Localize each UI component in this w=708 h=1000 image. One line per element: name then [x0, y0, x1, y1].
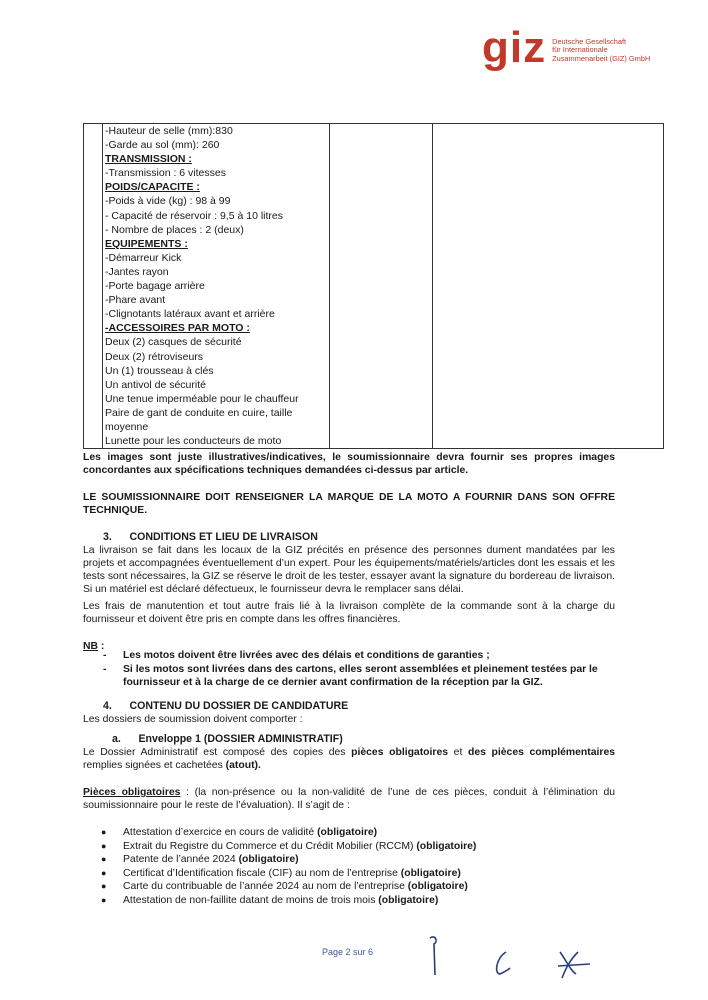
- text-run: Le Dossier Administratif est composé des copies des: [83, 747, 352, 758]
- dash-marker: -: [103, 663, 107, 675]
- spec-line: -Porte bagage arrière: [105, 280, 205, 293]
- spec-line: Deux (2) casques de sécurité: [105, 336, 242, 349]
- item-bold: (obligatoire): [378, 894, 439, 906]
- envelope-1-title: a. Enveloppe 1 (DOSSIER ADMINISTRATIF): [112, 733, 343, 745]
- text-run-bold: pièces obligatoires: [351, 747, 449, 758]
- table-cell-empty: [330, 124, 433, 449]
- bullet-icon: ●: [101, 894, 107, 905]
- list-item: [83, 649, 615, 663]
- table-row: [84, 124, 664, 449]
- item-bold: (obligatoire): [407, 881, 468, 892]
- logo-line: Deutsche Gesellschaft: [552, 36, 627, 46]
- nb-list: [83, 649, 615, 690]
- pieces-obligatoires-paragraph: [83, 786, 615, 812]
- bullet-icon: ●: [101, 867, 107, 878]
- giz-logo: [482, 23, 651, 72]
- bullet-icon: ●: [101, 840, 107, 851]
- table-cell-empty: [433, 124, 664, 449]
- nb-item-text: Si les motos sont livrées dans des cartons, elles seront assemblées et pleinement testées par le fournisseur et à la charge de ce dernier avant confirmation de la réception par la GIZ.: [123, 663, 598, 688]
- handwritten-initials-signature: [420, 930, 600, 980]
- item-text: Attestation d’exercice en cours de validité: [123, 827, 318, 838]
- spec-line: - Capacité de réservoir : 9,5 à 10 litres: [105, 209, 283, 222]
- bullet-icon: ●: [101, 881, 107, 891]
- item-bold: (obligatoire): [400, 867, 461, 879]
- dash-marker: -: [103, 650, 107, 661]
- spec-table: [83, 123, 664, 449]
- spec-line: Un (1) trousseau à clés: [105, 364, 214, 377]
- item-bold: (obligatoire): [238, 854, 299, 865]
- spec-line: POIDS/CAPACITE :: [105, 181, 200, 194]
- spec-line: moyenne: [105, 420, 149, 433]
- spec-line: Une tenue imperméable pour le chauffeur: [105, 392, 299, 405]
- page-number: Page 2 sur 6: [322, 947, 374, 957]
- spec-line: - Nombre de places : 2 (deux): [105, 223, 244, 236]
- section-3-title: 3. CONDITIONS ET LIEU DE LIVRAISON: [103, 531, 318, 543]
- item-bold: (obligatoire): [317, 827, 378, 838]
- spec-line: Deux (2) rétroviseurs: [105, 350, 204, 363]
- text-run-bold: des pièces complémentaires: [467, 747, 616, 758]
- giz-logo-text: [552, 38, 650, 64]
- spec-line: -Transmission : 6 vitesses: [105, 167, 226, 180]
- pieces-label: Pièces obligatoires: [83, 787, 181, 798]
- item-text: Extrait du Registre du Commerce et du Crédit Mobilier (RCCM): [123, 840, 417, 852]
- spec-line: -Clignotants latéraux avant et arrière: [105, 308, 275, 321]
- item-text: Carte du contribuable de l’année 2024 au nom de l’entreprise: [123, 881, 408, 892]
- spec-cell: [103, 124, 330, 449]
- spec-line: -Poids à vide (kg) : 98 à 99: [105, 195, 231, 208]
- list-item: [83, 663, 615, 690]
- giz-logo-mark: giz: [482, 23, 547, 72]
- item-bold: (obligatoire): [416, 840, 477, 852]
- spec-line: -Garde au sol (mm): 260: [105, 139, 220, 152]
- pieces-text: : (la non-présence ou la non-validité de l’une de ces pièces, conduit à l’élimination du soumissionnaire pour le reste de l’évaluation). Il s’agit de :: [83, 787, 615, 811]
- logo-line: Zusammenarbeit (GIZ) GmbH: [552, 53, 651, 63]
- spec-line: -Hauteur de selle (mm):830: [105, 125, 233, 137]
- spec-line: -Phare avant: [105, 294, 166, 307]
- item-text: Certificat d’Identification fiscale (CIF) au nom de l’entreprise: [123, 867, 401, 879]
- list-item: [83, 826, 615, 840]
- spec-line: -ACCESSOIRES PAR MOTO :: [105, 322, 250, 335]
- spec-line: -Jantes rayon: [105, 265, 169, 278]
- section-3-paragraph-2: Les frais de manutention et tout autre frais lié à la livraison complète de la commande sont à la charge du fournisseur et doivent être pris en compte dans les offres financières.: [83, 601, 615, 625]
- spec-line: -Démarreur Kick: [105, 251, 182, 264]
- text-run: remplies signées et cachetées: [83, 760, 226, 771]
- bullet-icon: ●: [101, 854, 107, 864]
- spec-line: Lunette pour les conducteurs de moto: [105, 435, 282, 448]
- list-item: [83, 894, 615, 908]
- text-run: et: [448, 747, 468, 758]
- spec-line: Un antivol de sécurité: [105, 378, 206, 391]
- list-item: [83, 880, 615, 894]
- section-4-intro: Les dossiers de soumission doivent comporter :: [83, 714, 303, 725]
- nb-item-text: Les motos doivent être livrées avec des délais et conditions de garanties ;: [123, 650, 490, 661]
- images-note: Les images sont juste illustratives/indicatives, le soumissionnaire devra fournir ses propres images concordantes aux spécifications techniques demandées ci-dessus par article.: [83, 452, 615, 476]
- spec-line: EQUIPEMENTS :: [105, 237, 188, 250]
- section-3-paragraph-1: La livraison se fait dans les locaux de la GIZ précités en présence des personnes dument mandatées par les projets et accompagnées éventuellement d’un expert. Pour les équipements/matériels/articles dont les essais et les tests sont nécessaires, la GIZ se réserve le droit de les tester, essayer avant la signature du bordereau de livraison. Si un matériel est déclaré défectueux, le fournisseur devra le remplacer sans délai.: [83, 545, 615, 595]
- nb-colon: :: [98, 641, 105, 652]
- envelope-1-paragraph: [83, 746, 615, 772]
- text-run-bold: (atout).: [225, 760, 261, 771]
- table-cell-empty: [84, 124, 103, 449]
- bullet-icon: ●: [101, 827, 107, 837]
- list-item: [83, 853, 615, 867]
- item-text: Patente de l’année 2024: [123, 854, 239, 865]
- logo-line: für Internationale: [552, 45, 608, 54]
- list-item: [83, 867, 615, 881]
- spec-line: TRANSMISSION :: [105, 153, 192, 166]
- list-item: [83, 840, 615, 854]
- section-4-title: 4. CONTENU DU DOSSIER DE CANDIDATURE: [103, 700, 349, 712]
- item-text: Attestation de non-faillite datant de moins de trois mois: [123, 894, 379, 906]
- brand-note: LE SOUMISSIONNAIRE DOIT RENSEIGNER LA MARQUE DE LA MOTO A FOURNIR DANS SON OFFRE TECHNIQUE.: [83, 492, 615, 516]
- spec-line: Paire de gant de conduite en cuire, taille: [105, 406, 293, 419]
- nb-label: NB: [83, 641, 99, 652]
- documents-list: [83, 826, 615, 907]
